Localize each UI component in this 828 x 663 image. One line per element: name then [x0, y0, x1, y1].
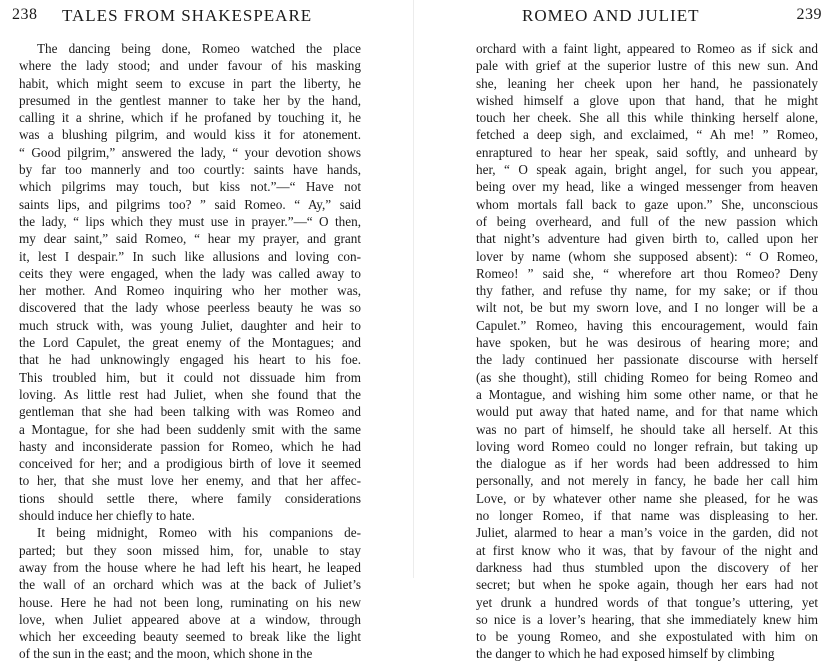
text-line: of the sun in the east; and the moon, which shone in the — [19, 646, 313, 662]
right-page-text — [476, 40, 818, 663]
text-line: personally, and not merely in fancy, he bade her call him — [476, 473, 818, 489]
text-line: fetched a deep sigh, and exclaimed, “ Ah me! ” Romeo, — [476, 127, 818, 143]
text-line: (as she thought), still chiding Romeo for being Romeo and — [476, 369, 818, 385]
page-number: 239 — [796, 6, 822, 23]
book-title-header: TALES FROM SHAKESPEARE — [62, 6, 313, 25]
text-line: it, lest I despair.” In such like allusions and loving con- — [19, 248, 361, 264]
text-line: which pilgrims may touch, but kiss not.”—“ Have not — [19, 179, 361, 195]
text-line: love, when Juliet appeared above at a window, through — [19, 611, 361, 627]
text-line: that he had unknowingly engaged his heart to his foe. — [19, 352, 361, 368]
right-page — [414, 0, 828, 662]
text-line: the lady, “ lips which they must use in prayer.”—“ O then, — [19, 213, 361, 229]
text-line: The dancing being done, Romeo watched the place — [37, 41, 361, 56]
text-line: Love, or by whatever other name she pleased, for he was — [476, 490, 818, 506]
text-line: Juliet, alarmed to hear a man’s voice in the garden, did not — [476, 525, 818, 541]
text-line: the dialogue as if her words had been addressed to him — [476, 456, 818, 472]
text-line: so nice is a lover’s hearing, that she immediately knew him — [476, 611, 818, 627]
left-page — [0, 0, 414, 662]
text-line: a Montague, for she had been suddenly smit with the same — [19, 421, 361, 437]
right-running-head — [522, 6, 822, 30]
text-line: darkness had thus stumbled upon the discovery of her — [476, 559, 818, 575]
text-line: touch her cheek. She all this while thinking herself alone, — [476, 110, 818, 126]
page-number: 238 — [12, 6, 38, 23]
left-page-text — [19, 40, 361, 663]
text-line: my dear saint,” said Romeo, “ hear my prayer, and grant — [19, 231, 361, 247]
text-line: presumed in the gentlest manner to take her by the hand, — [19, 92, 361, 108]
text-line: should induce her chiefly to hate. — [19, 508, 195, 524]
text-line: the lady continued her passionate discourse with herself — [476, 352, 818, 368]
text-line: discovered that the lady whose peerless beauty he was so — [19, 300, 361, 316]
text-line: “ Good pilgrim,” answered the lady, “ your devotion shows — [19, 144, 361, 160]
text-line: loving. As little rest had Juliet, when she found that the — [19, 386, 361, 402]
text-line: was no part of himself, he should take all herself. At this — [476, 421, 818, 437]
text-line: whom mortals fall back to gaze upon.” She, unconscious — [476, 196, 818, 212]
text-line: her, “ O speak again, bright angel, for such you appear, — [476, 162, 818, 178]
text-line: gentleman that she had been talking with was Romeo and — [19, 404, 361, 420]
text-line: much struck with, was young Juliet, daughter and heir to — [19, 317, 361, 333]
text-line: of being overheard, and full of the new passion which — [476, 213, 818, 229]
left-running-head — [12, 6, 392, 30]
text-line: to her, that she must love her enemy, and that her affec- — [19, 473, 361, 489]
text-line: Capulet.” Romeo, having this encouragement, would fain — [476, 317, 818, 333]
text-line: It being midnight, Romeo with his companions de- — [37, 525, 361, 541]
text-line: conceived for her; and a prodigious birth of love it seemed — [19, 456, 361, 472]
text-line: wilt not, be but my sworn love, and I no longer will be a — [476, 300, 818, 316]
story-title-header: ROMEO AND JULIET — [522, 6, 700, 25]
text-line: her mother. And Romeo inquiring who her mother was, — [19, 283, 361, 299]
text-line: pale with grief at the superior lustre of this new sun. And — [476, 58, 818, 74]
text-line: was a blushing pilgrim, and would kiss it for atonement. — [19, 127, 361, 143]
text-line: which her exceeding beauty seemed to break like the light — [19, 629, 361, 645]
text-line: no longer Romeo, if that name was displeasing to her. — [476, 508, 818, 524]
text-line: enraptured to hear her speak, said softly, and unheard by — [476, 144, 818, 160]
text-line: lover by name (whom she supposed absent): “ O Romeo, — [476, 248, 818, 264]
text-line: habit, which might seem to excuse in part the liberty, he — [19, 75, 361, 91]
text-line: the wall of an orchard which was at the back of Juliet’s — [19, 577, 361, 593]
text-line: ceits they were engaged, when the lady was called away to — [19, 265, 361, 281]
text-line: where the lady stood; and under favour of his masking — [19, 58, 361, 74]
text-line: orchard with a faint light, appeared to Romeo as if sick and — [476, 41, 818, 56]
text-line: secret; but when he spoke again, though her ears had not — [476, 577, 818, 593]
text-line: by far too mannerly and too courtly: saints have hands, — [19, 162, 361, 178]
text-line: at first know who it was, that by favour of the night and — [476, 542, 818, 558]
text-line: being over my head, like a winged messenger from heaven — [476, 179, 818, 195]
text-line: tions should settle there, where family considerations — [19, 490, 361, 506]
text-line: the Lord Capulet, the great enemy of the Montagues; and — [19, 335, 361, 351]
text-line: parted; but they soon missed him, for, unable to stay — [19, 542, 361, 558]
text-line: calling it a shrine, which if he profaned by touching it, he — [19, 110, 361, 126]
text-line: thy father, and refuse thy name, for my sake; or if thou — [476, 283, 818, 299]
text-line: loving word Romeo could no longer refrain, but taking up — [476, 438, 818, 454]
text-line: to be young Romeo, and she expostulated with him on — [476, 629, 818, 645]
text-line: a Montague, and wishing him some other name, or that he — [476, 386, 818, 402]
text-line: the danger to which he had exposed himself by climbing — [476, 646, 775, 662]
text-line: hasty and inconsiderate passion for Romeo, which he had — [19, 438, 361, 454]
text-line: saints lips, and pilgrims too? ” said Romeo. “ Ay,” said — [19, 196, 361, 212]
text-line: have spoken, but he was desirous of hearing more; and — [476, 335, 818, 351]
text-line: she, leaning her cheek upon her hand, he passionately — [476, 75, 818, 91]
text-line: that night’s adventure had given birth to, called upon her — [476, 231, 818, 247]
text-line: would put away that hated name, and for that name which — [476, 404, 818, 420]
text-line: yet drunk a hundred words of that tongue’s uttering, yet — [476, 594, 818, 610]
text-line: Romeo! ” said she, “ wherefore art thou Romeo? Deny — [476, 265, 818, 281]
text-line: away from the house where he had left his heart, he leaped — [19, 559, 361, 575]
text-line: This troubled him, but it could not dissuade him from — [19, 369, 361, 385]
text-line: house. Here he had not been long, ruminating on his new — [19, 594, 361, 610]
text-line: wished himself a glove upon that hand, that he might — [476, 92, 818, 108]
